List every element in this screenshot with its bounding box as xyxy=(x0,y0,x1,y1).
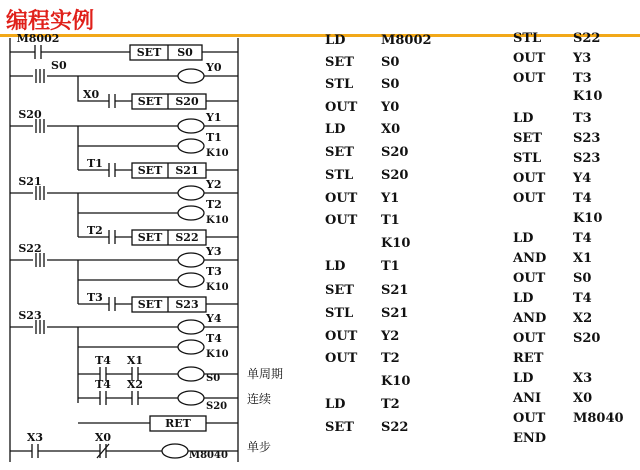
il-operand: Y2 xyxy=(381,329,400,344)
il-operand: T1 xyxy=(381,213,400,228)
ret-instruction-label: RET xyxy=(165,417,191,430)
timer-coil-label: T3 xyxy=(206,265,222,278)
il-mnemonic: OUT xyxy=(325,100,358,115)
il-operand: K10 xyxy=(381,374,411,389)
set-instruction-label: SET xyxy=(137,298,163,311)
contact-label: T4 xyxy=(95,354,111,367)
il-mnemonic: LD xyxy=(513,111,534,126)
il-mnemonic: LD xyxy=(513,291,534,306)
contact-label: X1 xyxy=(126,354,144,367)
il-operand: S0 xyxy=(381,55,400,70)
il-operand: T4 xyxy=(573,291,592,306)
il-operand: T1 xyxy=(381,259,400,274)
il-mnemonic: LD xyxy=(325,33,346,48)
il-operand: T3 xyxy=(573,71,592,86)
set-operand-label: S22 xyxy=(175,231,199,244)
il-mnemonic: STL xyxy=(325,168,354,183)
contact-label: X3 xyxy=(26,431,44,444)
il-mnemonic: OUT xyxy=(513,71,546,86)
il-mnemonic: LD xyxy=(513,371,534,386)
il-mnemonic: STL xyxy=(513,31,542,46)
il-mnemonic: SET xyxy=(513,131,542,146)
contact-label: M8002 xyxy=(16,32,60,45)
il-operand: X2 xyxy=(573,311,593,326)
il-operand: S23 xyxy=(573,151,601,166)
il-mnemonic: LD xyxy=(325,259,346,274)
timer-coil-label: T4 xyxy=(206,332,222,345)
contact-label: X0 xyxy=(83,88,100,101)
set-instruction-label: SET xyxy=(137,164,163,177)
il-operand: S20 xyxy=(381,145,409,160)
set-operand-label: S20 xyxy=(175,95,199,108)
stl-contact-label: S23 xyxy=(18,309,42,322)
il-operand: X0 xyxy=(381,122,401,137)
il-mnemonic: STL xyxy=(325,77,354,92)
il-operand: Y1 xyxy=(381,191,400,206)
il-mnemonic: ANI xyxy=(513,391,542,406)
coil-label: Y4 xyxy=(206,312,222,325)
il-operand: S0 xyxy=(381,77,400,92)
coil-label: Y1 xyxy=(206,111,222,124)
il-mnemonic: RET xyxy=(513,351,544,366)
contact-label: T3 xyxy=(87,291,103,304)
il-operand: S23 xyxy=(573,131,601,146)
timer-constant-label: K10 xyxy=(206,148,229,159)
il-operand: T4 xyxy=(573,191,592,206)
set-operand-label: S0 xyxy=(177,46,193,59)
il-mnemonic: STL xyxy=(513,151,542,166)
stl-contact-label: S22 xyxy=(18,242,42,255)
il-mnemonic: SET xyxy=(325,420,354,435)
il-mnemonic: LD xyxy=(513,231,534,246)
timer-constant-label: K10 xyxy=(206,349,229,360)
timer-constant-label: K10 xyxy=(206,282,229,293)
il-operand: Y3 xyxy=(573,51,592,66)
il-mnemonic: END xyxy=(513,431,547,446)
il-mnemonic: OUT xyxy=(325,329,358,344)
il-operand: K10 xyxy=(381,236,411,251)
coil-label: S20 xyxy=(206,401,228,412)
il-mnemonic: SET xyxy=(325,283,354,298)
timer-coil-label: T1 xyxy=(206,131,222,144)
contact-label: X0 xyxy=(94,431,112,444)
contact-label: T2 xyxy=(87,224,103,237)
set-operand-label: S21 xyxy=(175,164,199,177)
il-mnemonic: OUT xyxy=(513,171,546,186)
il-operand: T2 xyxy=(381,397,400,412)
il-operand: T2 xyxy=(381,351,400,366)
contact-label: X2 xyxy=(126,378,144,391)
contact-label: T4 xyxy=(95,378,111,391)
il-operand: Y0 xyxy=(381,100,400,115)
set-instruction-label: SET xyxy=(137,95,163,108)
il-mnemonic: OUT xyxy=(513,51,546,66)
coil-label: M8040 xyxy=(189,450,228,461)
il-mnemonic: OUT xyxy=(513,271,546,286)
il-operand: M8040 xyxy=(573,411,624,426)
il-operand: K10 xyxy=(573,89,603,104)
il-operand: X0 xyxy=(573,391,593,406)
annotation-single-cycle: 单周期 xyxy=(247,367,284,381)
coil-label: Y0 xyxy=(206,61,222,74)
page-title: 编程实例 xyxy=(6,9,95,34)
il-mnemonic: AND xyxy=(513,311,547,326)
il-mnemonic: STL xyxy=(325,306,354,321)
il-operand: T3 xyxy=(573,111,592,126)
il-mnemonic: OUT xyxy=(513,411,546,426)
il-operand: S0 xyxy=(573,271,592,286)
il-operand: X3 xyxy=(573,371,593,386)
timer-coil-label: T2 xyxy=(206,198,222,211)
il-operand: X1 xyxy=(573,251,593,266)
set-instruction-label: SET xyxy=(137,231,163,244)
il-operand: S22 xyxy=(573,31,601,46)
coil-label: S0 xyxy=(206,373,221,384)
il-mnemonic: OUT xyxy=(325,213,358,228)
il-mnemonic: LD xyxy=(325,397,346,412)
timer-constant-label: K10 xyxy=(206,215,229,226)
coil-label: Y3 xyxy=(206,245,222,258)
il-mnemonic: LD xyxy=(325,122,346,137)
stl-contact-label: S21 xyxy=(18,175,42,188)
stl-contact-label: S20 xyxy=(18,108,42,121)
il-operand: Y4 xyxy=(573,171,592,186)
il-operand: M8002 xyxy=(381,33,432,48)
il-operand: S20 xyxy=(573,331,601,346)
stl-contact-label: S0 xyxy=(51,59,67,72)
coil-label: Y2 xyxy=(206,178,222,191)
il-operand: S21 xyxy=(381,283,409,298)
annotation-continuous: 连续 xyxy=(247,392,272,406)
il-operand: K10 xyxy=(573,211,603,226)
il-mnemonic: OUT xyxy=(513,331,546,346)
il-mnemonic: SET xyxy=(325,55,354,70)
il-mnemonic: AND xyxy=(513,251,547,266)
il-operand: T4 xyxy=(573,231,592,246)
il-mnemonic: SET xyxy=(325,145,354,160)
il-mnemonic: OUT xyxy=(325,351,358,366)
contact-label: T1 xyxy=(87,157,103,170)
il-mnemonic: OUT xyxy=(325,191,358,206)
set-operand-label: S23 xyxy=(175,298,199,311)
set-instruction-label: SET xyxy=(136,46,162,59)
il-operand: S21 xyxy=(381,306,409,321)
il-operand: S22 xyxy=(381,420,409,435)
il-operand: S20 xyxy=(381,168,409,183)
annotation-single-step: 单步 xyxy=(247,440,272,454)
il-mnemonic: OUT xyxy=(513,191,546,206)
